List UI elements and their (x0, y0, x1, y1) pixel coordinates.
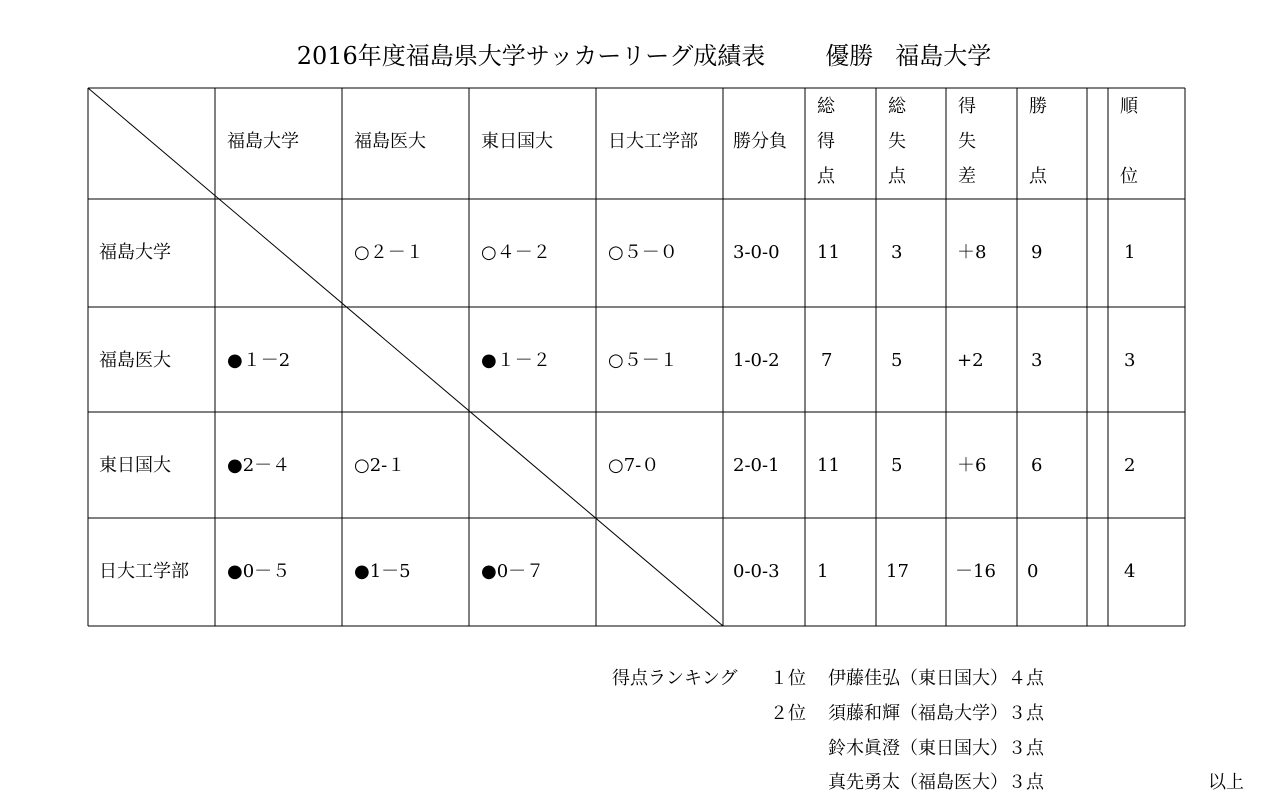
ranking-entry: 須藤和輝（福島大学）３点 (828, 703, 1044, 724)
col-header-record: 勝分負 (733, 131, 787, 152)
match-result: ○2‐１ (354, 455, 406, 476)
record: 0-0-3 (733, 561, 780, 582)
match-result: ●2－４ (227, 455, 291, 476)
match-result: ●0－５ (227, 561, 291, 582)
match-result: ●1－5 (354, 561, 411, 582)
row-team: 日大工学部 (99, 561, 189, 582)
row-team: 福島医大 (99, 350, 171, 371)
record: 3-0-0 (733, 242, 780, 263)
goal-diff: +2 (957, 350, 984, 371)
row-team: 福島大学 (99, 242, 171, 263)
col-header-1: 福島大学 (227, 131, 299, 152)
goals-against: 5 (891, 350, 903, 371)
ranking-entry: 真先勇太（福島医大）３点 (828, 772, 1044, 793)
points: 6 (1031, 455, 1043, 476)
goals-for: 7 (821, 350, 833, 371)
goal-diff: ＋8 (957, 242, 987, 263)
rank: 4 (1124, 561, 1136, 582)
match-result: ●１－2 (227, 350, 291, 371)
ranking-entry: 伊藤佳弘（東日国大）４点 (828, 668, 1044, 689)
match-result: ●１－２ (481, 350, 551, 371)
col-header-3: 東日国大 (481, 131, 553, 152)
rank: 1 (1124, 242, 1136, 263)
match-result: ○7‐０ (608, 455, 660, 476)
points: 9 (1031, 242, 1043, 263)
col-header-4: 日大工学部 (608, 131, 698, 152)
points: 0 (1027, 561, 1039, 582)
ranking-label: 得点ランキング (612, 668, 738, 689)
rank: 3 (1124, 350, 1136, 371)
record: 2-0-1 (733, 455, 780, 476)
match-result: ○２－１ (354, 242, 424, 263)
ranking-place: １位 (770, 668, 806, 689)
goals-for: 1 (817, 561, 829, 582)
match-result: ●0－７ (481, 561, 545, 582)
goal-diff: ＋6 (957, 455, 987, 476)
record: 1-0-2 (733, 350, 780, 371)
goals-for: 11 (817, 242, 840, 263)
champion-name: 福島大学 (895, 42, 992, 70)
goals-against: 5 (891, 455, 903, 476)
match-result: ○４－２ (481, 242, 551, 263)
goals-against: 17 (886, 561, 909, 582)
match-result: ○５－１ (608, 350, 678, 371)
points: 3 (1031, 350, 1043, 371)
closing-text: 以上 (1208, 772, 1244, 793)
ranking-entry: 鈴木眞澄（東日国大）３点 (828, 738, 1044, 759)
match-result: ○５－０ (608, 242, 678, 263)
champion-label: 優勝 (825, 42, 874, 70)
rank: 2 (1124, 455, 1136, 476)
title-main: 2016年度福島県大学サッカーリーグ成績表 (296, 42, 766, 70)
col-header-2: 福島医大 (354, 131, 426, 152)
goals-against: 3 (891, 242, 903, 263)
goal-diff: －16 (955, 561, 996, 582)
goals-for: 11 (817, 455, 840, 476)
ranking-place: ２位 (770, 703, 806, 724)
row-team: 東日国大 (99, 455, 171, 476)
